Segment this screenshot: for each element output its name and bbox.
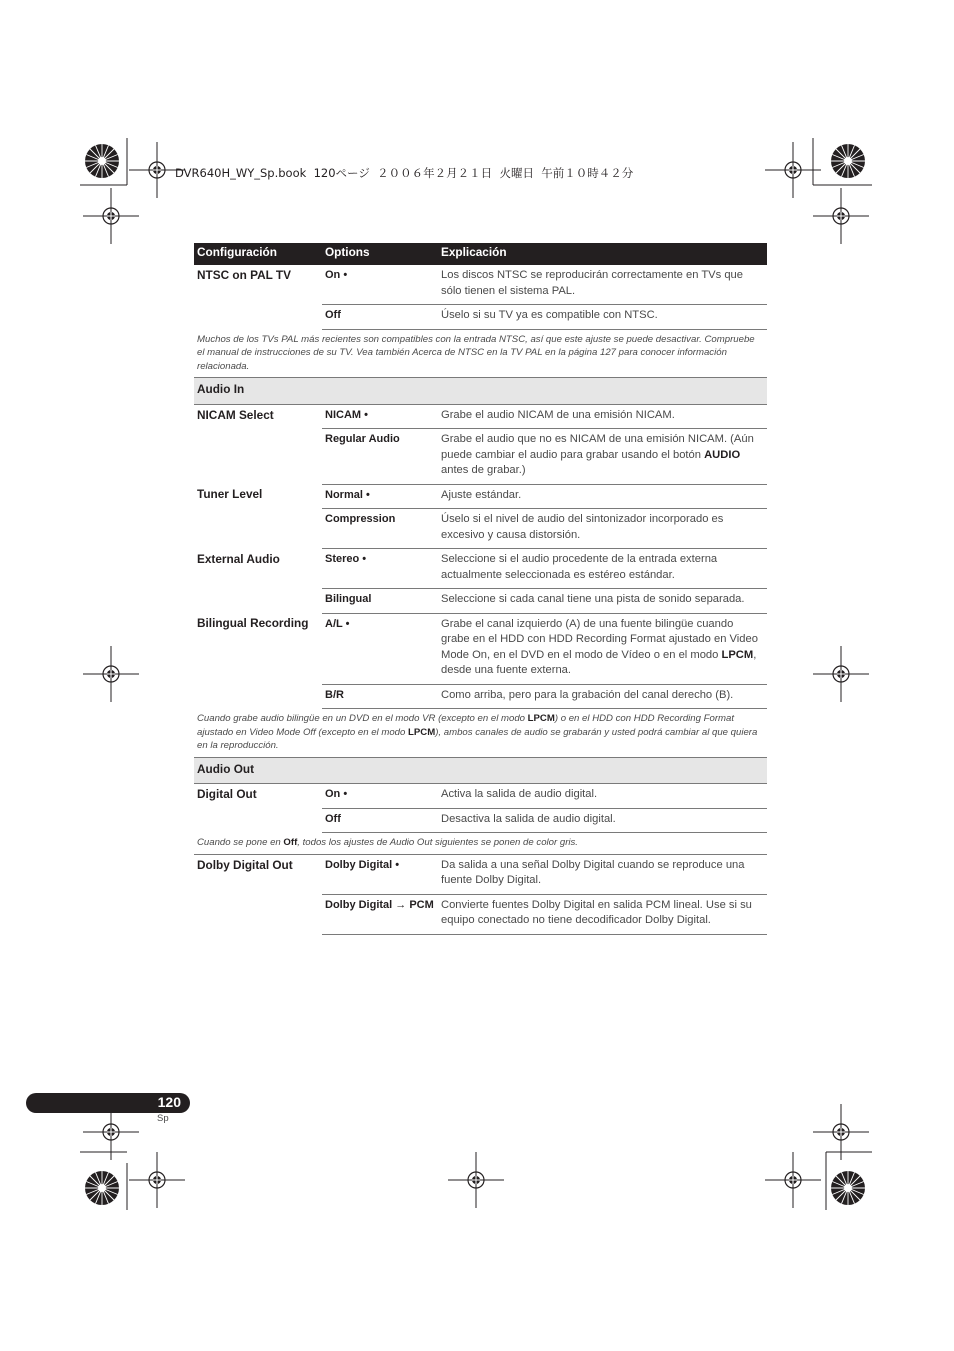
table-row xyxy=(194,613,767,684)
option-value: Off xyxy=(322,305,438,330)
option-value: Dolby Digital • xyxy=(322,854,438,894)
section-row xyxy=(194,378,767,405)
option-value: Normal • xyxy=(322,484,438,509)
option-explanation: Úselo si el nivel de audio del sintonizador incorporado es excesivo y causa distorsión. xyxy=(438,509,767,549)
table-note xyxy=(194,709,767,758)
option-value: Regular Audio xyxy=(322,429,438,485)
option-value: Stereo • xyxy=(322,549,438,589)
option-value: On • xyxy=(322,784,438,809)
option-explanation: Como arriba, pero para la grabación del canal derecho (B). xyxy=(438,684,767,709)
settings-table xyxy=(194,243,767,935)
section-title-audio-in: Audio In xyxy=(194,378,767,405)
table-row xyxy=(194,404,767,429)
setting-name: NTSC on PAL TV xyxy=(197,268,291,282)
print-header-line: DVR640H_WY_Sp.book 120ページ ２００６年２月２１日 火曜日 午前１０時４２分 xyxy=(175,166,634,180)
option-explanation: Convierte fuentes Dolby Digital en salida PCM lineal. Use si su equipo conectado no tiene decodificador Dolby Digital. xyxy=(438,894,767,934)
note-text: Muchos de los TVs PAL más recientes son compatibles con la entrada NTSC, así que este ajuste se puede desactivar. Compruebe el manual de instrucciones de su TV. Vea también Acerca de NTSC en la TV PAL en la página 127 para conocer información relacionada. xyxy=(194,329,767,378)
option-explanation: Desactiva la salida de audio digital. xyxy=(438,808,767,833)
option-explanation: Los discos NTSC se reproducirán correctamente en TVs que sólo tienen el sistema PAL. xyxy=(438,265,767,305)
option-explanation: Da salida a una señal Dolby Digital cuando se reproduce una fuente Dolby Digital. xyxy=(438,854,767,894)
page-language-label: Sp xyxy=(157,1113,169,1124)
option-explanation: Grabe el audio NICAM de una emisión NICAM. xyxy=(438,404,767,429)
setting-name: Digital Out xyxy=(197,787,257,801)
option-explanation: Ajuste estándar. xyxy=(438,484,767,509)
section-row xyxy=(194,757,767,784)
table-note xyxy=(194,833,767,855)
table-row xyxy=(194,784,767,809)
option-value: Dolby Digital → PCM xyxy=(322,894,438,934)
note-text: Cuando grabe audio bilingüe en un DVD en el modo VR (excepto en el modo LPCM) o en el HDD con HDD Recording Format ajustado en Video Mode Off (excepto en el modo LPCM), ambos canales de audio se grabarán y usted podrá cambiar al que quiera en la reproducción. xyxy=(194,709,767,758)
option-explanation: Seleccione si cada canal tiene una pista de sonido separada. xyxy=(438,589,767,614)
setting-name: NICAM Select xyxy=(197,407,274,422)
page-number: 120 xyxy=(157,1094,181,1110)
setting-name: Tuner Level xyxy=(197,487,263,501)
option-value: On • xyxy=(322,265,438,305)
note-text: Cuando se pone en Off, todos los ajustes de Audio Out siguientes se ponen de color gris. xyxy=(194,833,767,855)
option-value: Off xyxy=(322,808,438,833)
option-explanation: Activa la salida de audio digital. xyxy=(438,784,767,809)
section-title-audio-out: Audio Out xyxy=(194,757,767,784)
option-value: Compression xyxy=(322,509,438,549)
option-value: Bilingual xyxy=(322,589,438,614)
column-header-options: Options xyxy=(322,243,438,265)
option-value: A/L • xyxy=(322,613,438,684)
table-note xyxy=(194,329,767,378)
star-target-icon xyxy=(85,144,119,178)
table-row xyxy=(194,265,767,305)
table-row xyxy=(194,854,767,894)
table-row xyxy=(194,549,767,589)
option-value: B/R xyxy=(322,684,438,709)
table-row xyxy=(194,484,767,509)
option-explanation: Grabe el audio que no es NICAM de una emisión NICAM. (Aún puede cambiar el audio para grabar usando el botón AUDIO antes de grabar.) xyxy=(438,429,767,485)
setting-name: External Audio xyxy=(197,551,280,566)
option-value: NICAM • xyxy=(322,404,438,429)
option-explanation: Grabe el canal izquierdo (A) de una fuente bilingüe cuando grabe en el HDD con HDD Recording Format ajustado en Video Mode On, en el DVD en el modo de Vídeo o en el modo LPCM, desde una fuente externa. xyxy=(438,613,767,684)
option-explanation: Úselo si su TV ya es compatible con NTSC. xyxy=(438,305,767,330)
setting-name: Dolby Digital Out xyxy=(197,857,293,872)
column-header-configuracion: Configuración xyxy=(194,243,322,265)
table-header-row xyxy=(194,243,767,265)
column-header-explicacion: Explicación xyxy=(438,243,767,265)
page-number-tab xyxy=(26,1093,190,1113)
option-explanation: Seleccione si el audio procedente de la entrada externa actualmente seleccionada es estéreo estándar. xyxy=(438,549,767,589)
setting-name: Bilingual Recording xyxy=(197,616,309,630)
